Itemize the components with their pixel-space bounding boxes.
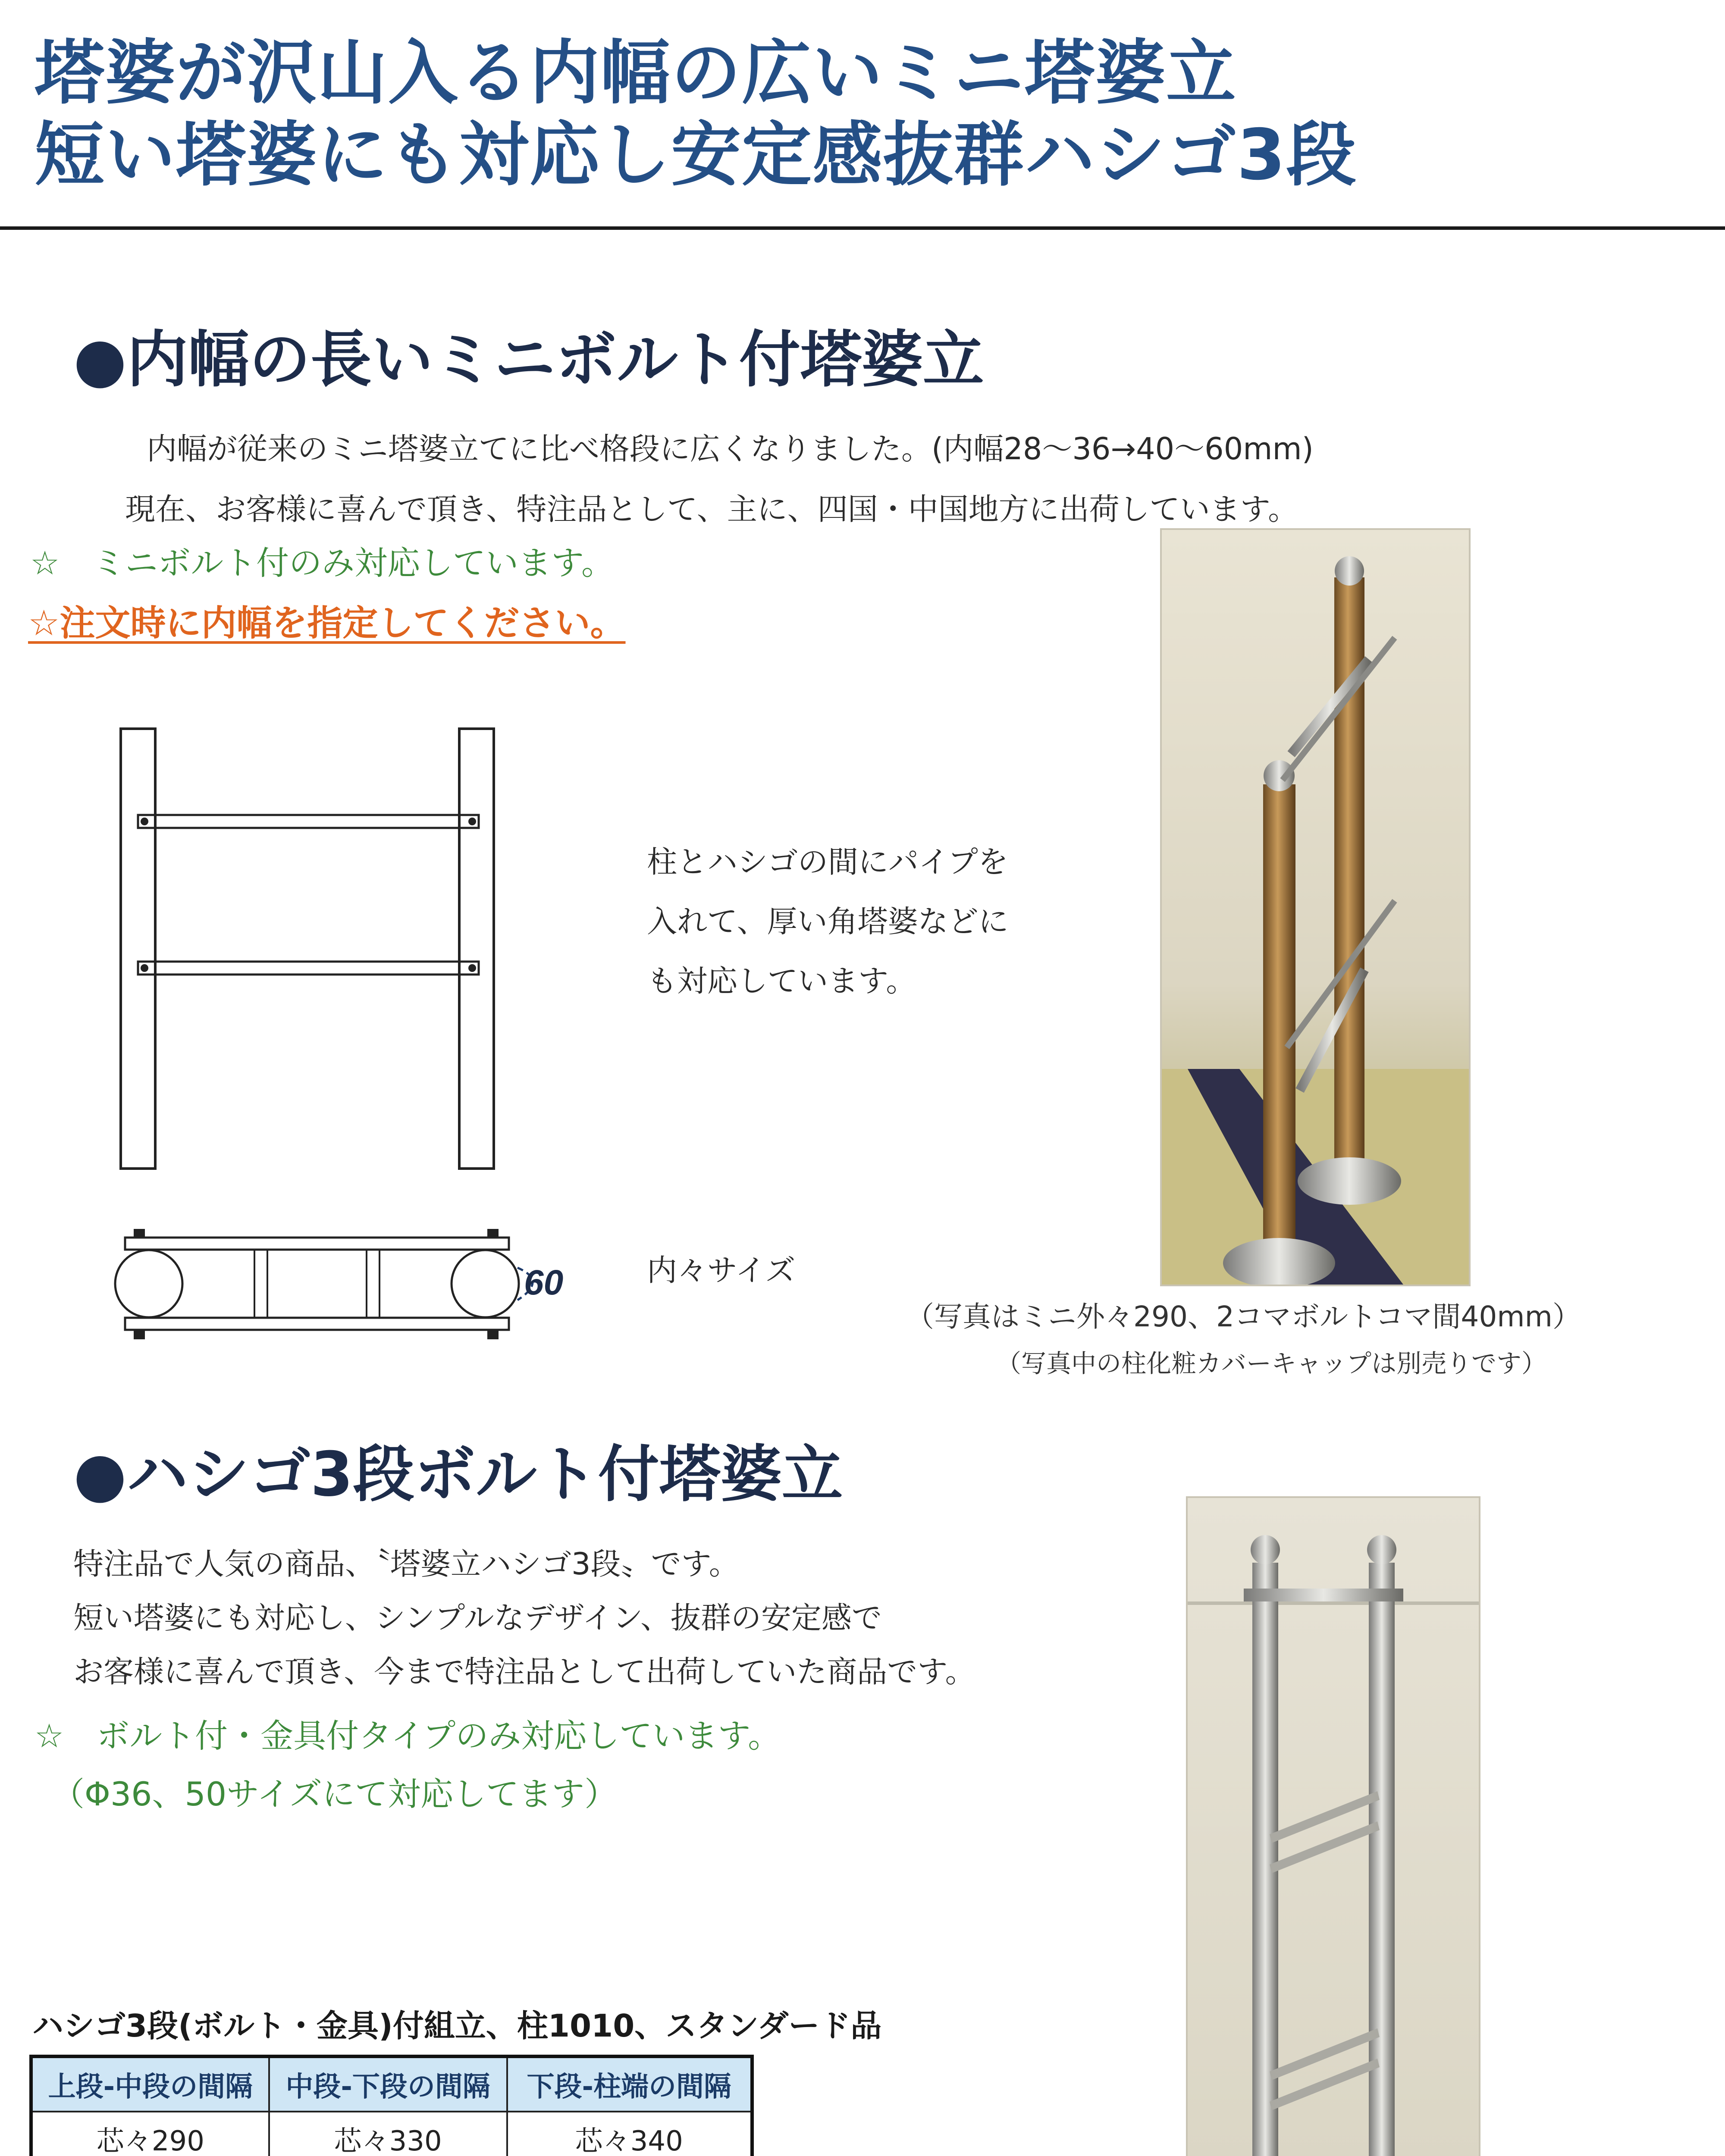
section1-title: ●内幅の長いミニボルト付塔婆立: [73, 324, 984, 395]
diagram-rung-lower: [138, 962, 479, 975]
section1-note-orange: ☆注文時に内幅を指定してください。: [28, 603, 626, 644]
diagram-desc-line-3: も対応しています。: [647, 963, 916, 999]
section1-body-line-1: 内幅が従来のミニ塔婆立てに比べ格段に広くなりました。(内幅28～36→40～60mm): [147, 431, 1314, 467]
header-divider: [0, 226, 1725, 230]
table1-value-2: 芯々330: [269, 2112, 507, 2156]
diagram-post-left: [121, 729, 155, 1169]
photo1-note: （写真中の柱化粧カバーキャップは別売りです）: [996, 1349, 1547, 1378]
section2-body: [73, 1537, 975, 1699]
diagram-post-section-left: [115, 1250, 182, 1317]
dimension-label: 60: [524, 1263, 564, 1302]
inner-size-label: 内々サイズ: [647, 1253, 796, 1288]
table1-value-1: 芯々290: [31, 2112, 269, 2156]
spec-table-1: [29, 2055, 754, 2156]
diagram-desc-line-2: 入れて、厚い角塔婆などに: [647, 904, 1009, 939]
product-photo-mini: [1160, 528, 1471, 1286]
product-photo-ladder: [1186, 1496, 1480, 2156]
diagram-post-right: [459, 729, 494, 1169]
section1-body-line-2: 現在、お客様に喜んで頂き、特注品として、主に、四国・中国地方に出荷しています。: [125, 492, 1298, 527]
table1-header-2: 中段-下段の間隔: [269, 2056, 507, 2112]
diagram-desc-line-1: 柱とハシゴの間にパイプを: [647, 844, 1008, 880]
section2-body-line-2: 短い塔婆にも対応し、シンプルなデザイン、抜群の安定感で: [73, 1600, 882, 1636]
diagram-rung-upper: [138, 815, 479, 828]
diagram-post-section-right: [452, 1250, 519, 1317]
diagram-description: [647, 832, 1009, 1011]
section2-note-green-1: ☆ ボルト付・金具付タイプのみ対応しています。: [34, 1717, 781, 1755]
photo2-illustration: [1188, 1498, 1479, 2156]
ladder-front-diagram: [112, 720, 500, 1177]
section2-body-line-3: お客様に喜んで頂き、今まで特注品として出荷していた商品です。: [73, 1654, 975, 1689]
headline-line-1: 塔婆が沢山入る内幅の広いミニ塔婆立: [34, 33, 1237, 114]
table1-value-3: 芯々340: [507, 2112, 753, 2156]
table1-title: ハシゴ3段(ボルト・金具)付組立、柱1010、スタンダード品: [32, 2008, 882, 2044]
ladder-top-diagram: [112, 1220, 586, 1350]
section2-note-green-2: （Φ36、50サイズにて対応してます）: [52, 1775, 618, 1813]
section1-note-green: ☆ ミニボルト付のみ対応しています。: [30, 544, 615, 582]
headline-line-2: 短い塔婆にも対応し安定感抜群ハシゴ3段: [34, 115, 1357, 196]
photo-illustration: [1162, 530, 1469, 1285]
section2-title: ●ハシゴ3段ボルト付塔婆立: [73, 1439, 843, 1510]
table1-header-1: 上段-中段の間隔: [31, 2056, 269, 2112]
table1-header-3: 下段-柱端の間隔: [507, 2056, 753, 2112]
section2-body-line-1: 特注品で人気の商品、〝塔婆立ハシゴ3段〟です。: [73, 1546, 739, 1582]
photo1-caption: （写真はミニ外々290、2コマボルトコマ間40mm）: [906, 1300, 1581, 1333]
